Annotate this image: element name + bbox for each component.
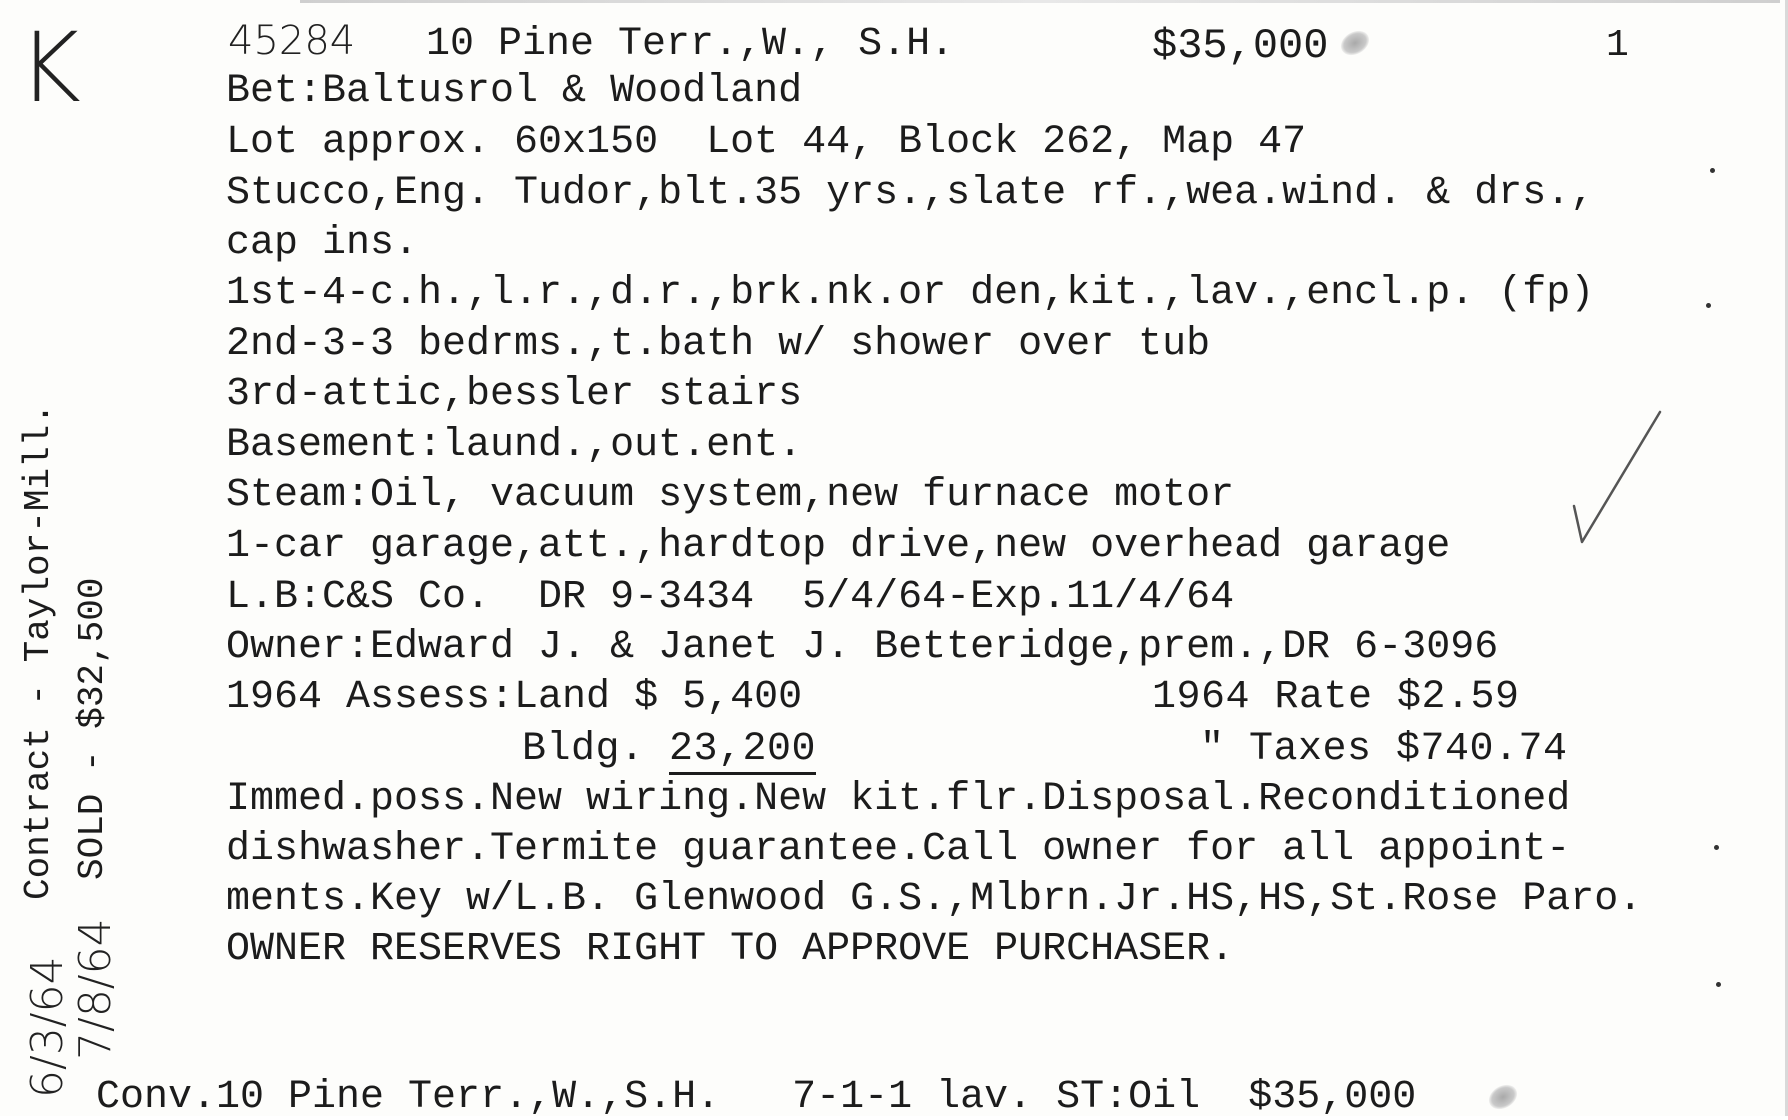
remarks-line: ments.Key w/L.B. Glenwood G.S.,Mlbrn.Jr.HS,HS,St.Rose Paro. (226, 877, 1643, 922)
construction-line: Stucco,Eng. Tudor,blt.35 yrs.,slate rf.,wea.wind. & drs., (226, 171, 1595, 216)
stray-dot (1710, 168, 1715, 173)
page-number: 1 (1606, 24, 1629, 67)
listing-broker-line: L.B:C&S Co. DR 9-3434 5/4/64-Exp.11/4/64 (226, 575, 1235, 620)
garage-line: 1-car garage,att.,hardtop drive,new overhead garage (226, 524, 1451, 569)
sold-date: 7/8/64 (70, 918, 121, 1060)
heating-line: Steam:Oil, vacuum system,new furnace motor (226, 473, 1235, 518)
insulation-line: cap ins. (226, 221, 419, 266)
assessment-land: 1964 Assess:Land $ 5,400 (226, 675, 803, 720)
smudge-mark (1337, 26, 1374, 60)
first-floor-line: 1st-4-c.h.,l.r.,d.r.,brk.nk.or den,kit.,lav.,encl.p. (fp) (226, 271, 1595, 316)
basement-line: Basement:laund.,out.ent. (226, 423, 803, 468)
checkmark-icon (1560, 410, 1680, 560)
sold-note: SOLD - $32,500 (72, 577, 113, 880)
location-line: Bet:Baltusrol & Woodland (226, 69, 803, 114)
card-top-edge (300, 0, 1780, 3)
taxes: " Taxes $740.74 (1200, 727, 1568, 772)
remarks-line: OWNER RESERVES RIGHT TO APPROVE PURCHASER. (226, 927, 1235, 972)
lot-line: Lot approx. 60x150 Lot 44, Block 262, Map 47 (226, 120, 1307, 165)
stray-dot (1706, 303, 1711, 308)
remarks-line: Immed.poss.New wiring.New kit.flr.Disposal.Reconditioned (226, 777, 1571, 822)
second-floor-line: 2nd-3-3 bedrms.,t.bath w/ shower over tub (226, 322, 1211, 367)
building-value: 23,200 (669, 727, 816, 775)
listing-address: 10 Pine Terr.,W., S.H. (426, 22, 955, 67)
third-floor-line: 3rd-attic,bessler stairs (226, 372, 803, 417)
owner-line: Owner:Edward J. & Janet J. Betteridge,prem.,DR 6-3096 (226, 625, 1499, 670)
summary-line: Conv.10 Pine Terr.,W.,S.H. 7-1-1 lav. ST:Oil $35,000 (96, 1075, 1417, 1120)
assessment-building (522, 727, 817, 772)
remarks-line: dishwasher.Termite guarantee.Call owner for all appoint- (226, 827, 1571, 872)
contract-date: 6/3/64 (22, 956, 73, 1098)
tax-rate: 1964 Rate $2.59 (1152, 675, 1520, 720)
smudge-mark (1485, 1080, 1522, 1114)
corner-letter: K (18, 12, 81, 124)
stray-dot (1716, 982, 1721, 987)
listing-number: 45284 (228, 18, 356, 64)
contract-note: Contract - Taylor-Mill. (18, 403, 59, 900)
building-label: Bldg. (522, 727, 670, 772)
listing-price: $35,000 (1152, 22, 1329, 70)
stray-dot (1714, 845, 1719, 850)
